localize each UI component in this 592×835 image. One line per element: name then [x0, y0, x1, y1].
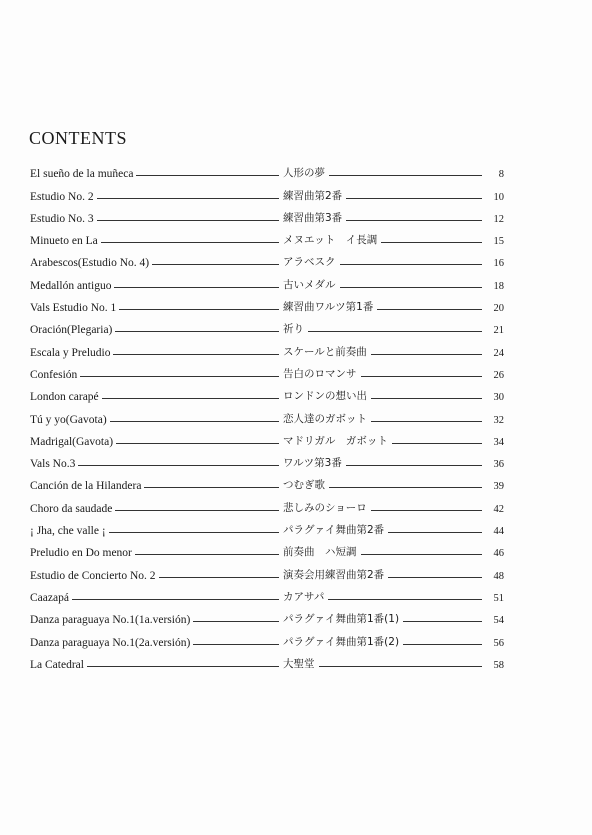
- leader-rule: [371, 421, 482, 422]
- page-number: 20: [493, 303, 504, 315]
- spanish-title: Minueto en La: [30, 235, 98, 248]
- spanish-title: London carapé: [30, 391, 99, 404]
- japanese-title: ワルツ第3番: [283, 457, 342, 470]
- spanish-title: Danza paraguaya No.1(2a.versión): [30, 636, 191, 649]
- leader-rule: [97, 198, 279, 199]
- page-number: 46: [493, 548, 504, 560]
- leader-rule: [403, 644, 482, 645]
- japanese-title: つむぎ歌: [283, 479, 325, 492]
- page-number: 15: [493, 236, 504, 248]
- leader-rule: [346, 198, 482, 199]
- toc-entry: [30, 273, 504, 295]
- leader-rule: [377, 309, 482, 310]
- spanish-title: Choro da saudade: [30, 502, 113, 515]
- leader-rule: [346, 465, 482, 466]
- page-number: 56: [493, 637, 504, 649]
- toc-entry: [30, 563, 504, 585]
- leader-rule: [78, 465, 279, 466]
- leader-rule: [346, 220, 482, 221]
- spanish-title: Madrigal(Gavota): [30, 435, 114, 448]
- japanese-title: 悲しみのショーロ: [283, 501, 367, 514]
- toc-entry: [30, 519, 504, 541]
- japanese-title: パラグァイ舞曲第2番: [283, 524, 385, 537]
- leader-rule: [113, 354, 279, 355]
- page-number: 58: [493, 659, 504, 671]
- leader-rule: [159, 577, 279, 578]
- japanese-title: 演奏会用練習曲第2番: [283, 568, 385, 581]
- page-number: 36: [493, 459, 504, 471]
- leader-rule: [388, 577, 482, 578]
- spanish-title: Escala y Preludio: [30, 346, 111, 359]
- spanish-title: Estudio No. 2: [30, 190, 94, 203]
- page-number: 44: [493, 526, 504, 538]
- leader-rule: [136, 175, 279, 176]
- leader-rule: [115, 331, 279, 332]
- leader-rule: [193, 621, 279, 622]
- leader-rule: [135, 554, 279, 555]
- leader-rule: [308, 331, 482, 332]
- japanese-title: 練習曲ワルツ第1番: [283, 301, 374, 314]
- spanish-title: ¡ Jha, che valle ¡: [30, 525, 106, 538]
- spanish-title: Estudio de Concierto No. 2: [30, 569, 156, 582]
- spanish-title: Oración(Plegaria): [30, 324, 113, 337]
- leader-rule: [388, 532, 482, 533]
- toc-entry: [30, 207, 504, 229]
- japanese-title: アラベスク: [283, 256, 336, 269]
- japanese-title: 練習曲第2番: [283, 189, 343, 202]
- page-title: CONTENTS: [29, 128, 127, 148]
- page-number: 30: [493, 392, 504, 404]
- toc-entry: [30, 385, 504, 407]
- page-number: 32: [493, 414, 504, 426]
- leader-rule: [115, 510, 279, 511]
- page-number: 42: [493, 503, 504, 515]
- spanish-title: Vals No.3: [30, 458, 76, 471]
- leader-rule: [340, 287, 482, 288]
- leader-rule: [97, 220, 279, 221]
- table-of-contents: [30, 162, 504, 675]
- spanish-title: Danza paraguaya No.1(1a.versión): [30, 614, 191, 627]
- japanese-title: スケールと前奏曲: [283, 345, 367, 358]
- japanese-title: パラグァイ舞曲第1番(2): [283, 635, 400, 648]
- page-number: 24: [493, 347, 504, 359]
- leader-rule: [371, 398, 482, 399]
- leader-rule: [328, 599, 482, 600]
- page-number: 51: [493, 592, 504, 604]
- japanese-title: パラグァイ舞曲第1番(1): [283, 613, 400, 626]
- leader-rule: [80, 376, 279, 377]
- leader-rule: [371, 510, 482, 511]
- japanese-title: マドリガル ガボット: [283, 434, 388, 447]
- japanese-title: 古いメダル: [283, 278, 336, 291]
- page-number: 21: [493, 325, 504, 337]
- toc-entry: [30, 496, 504, 518]
- leader-rule: [392, 443, 482, 444]
- spanish-title: La Catedral: [30, 658, 84, 671]
- leader-rule: [87, 666, 279, 667]
- page-number: 54: [493, 615, 504, 627]
- japanese-title: カアサパ: [283, 590, 325, 603]
- page-number: 12: [493, 213, 504, 225]
- leader-rule: [119, 309, 279, 310]
- toc-entry: [30, 162, 504, 184]
- japanese-title: 前奏曲 ハ短調: [283, 546, 357, 559]
- page-number: 26: [493, 369, 504, 381]
- toc-entry: [30, 586, 504, 608]
- japanese-title: 告白のロマンサ: [283, 367, 357, 380]
- spanish-title: Preludio en Do menor: [30, 547, 132, 560]
- leader-rule: [109, 532, 279, 533]
- leader-rule: [381, 242, 482, 243]
- leader-rule: [361, 554, 482, 555]
- japanese-title: メヌエット イ長調: [283, 234, 378, 247]
- page-number: 16: [493, 258, 504, 270]
- leader-rule: [152, 264, 279, 265]
- japanese-title: 恋人達のガボット: [283, 412, 367, 425]
- leader-rule: [329, 175, 482, 176]
- page-number: 34: [493, 436, 504, 448]
- leader-rule: [102, 398, 279, 399]
- page-number: 18: [493, 280, 504, 292]
- spanish-title: Arabescos(Estudio No. 4): [30, 257, 150, 270]
- toc-entry: [30, 653, 504, 675]
- page-number: 48: [493, 570, 504, 582]
- toc-entry: [30, 296, 504, 318]
- toc-entry: [30, 608, 504, 630]
- toc-entry: [30, 184, 504, 206]
- toc-entry: [30, 430, 504, 452]
- toc-entry: [30, 340, 504, 362]
- spanish-title: Medallón antiguo: [30, 279, 112, 292]
- leader-rule: [144, 487, 279, 488]
- spanish-title: Tú y yo(Gavota): [30, 413, 107, 426]
- leader-rule: [403, 621, 482, 622]
- leader-rule: [340, 264, 482, 265]
- spanish-title: El sueño de la muñeca: [30, 168, 134, 181]
- toc-entry: [30, 474, 504, 496]
- toc-entry: [30, 630, 504, 652]
- japanese-title: 人形の夢: [283, 167, 325, 180]
- page-number: 39: [493, 481, 504, 493]
- toc-entry: [30, 541, 504, 563]
- japanese-title: 大聖堂: [283, 657, 315, 670]
- leader-rule: [319, 666, 482, 667]
- spanish-title: Caazapá: [30, 591, 69, 604]
- page-number: 8: [498, 169, 504, 181]
- spanish-title: Confesión: [30, 368, 78, 381]
- leader-rule: [361, 376, 482, 377]
- spanish-title: Estudio No. 3: [30, 212, 94, 225]
- page-number: 10: [493, 191, 504, 203]
- toc-entry: [30, 452, 504, 474]
- leader-rule: [371, 354, 482, 355]
- toc-entry: [30, 363, 504, 385]
- japanese-title: 祈り: [283, 323, 304, 336]
- leader-rule: [110, 421, 279, 422]
- toc-entry: [30, 407, 504, 429]
- spanish-title: Vals Estudio No. 1: [30, 302, 117, 315]
- toc-entry: [30, 229, 504, 251]
- leader-rule: [72, 599, 279, 600]
- leader-rule: [193, 644, 279, 645]
- spanish-title: Canción de la Hilandera: [30, 480, 142, 493]
- japanese-title: ロンドンの想い出: [283, 390, 367, 403]
- toc-entry: [30, 318, 504, 340]
- leader-rule: [116, 443, 279, 444]
- leader-rule: [101, 242, 279, 243]
- japanese-title: 練習曲第3番: [283, 211, 343, 224]
- leader-rule: [114, 287, 279, 288]
- toc-entry: [30, 251, 504, 273]
- leader-rule: [329, 487, 482, 488]
